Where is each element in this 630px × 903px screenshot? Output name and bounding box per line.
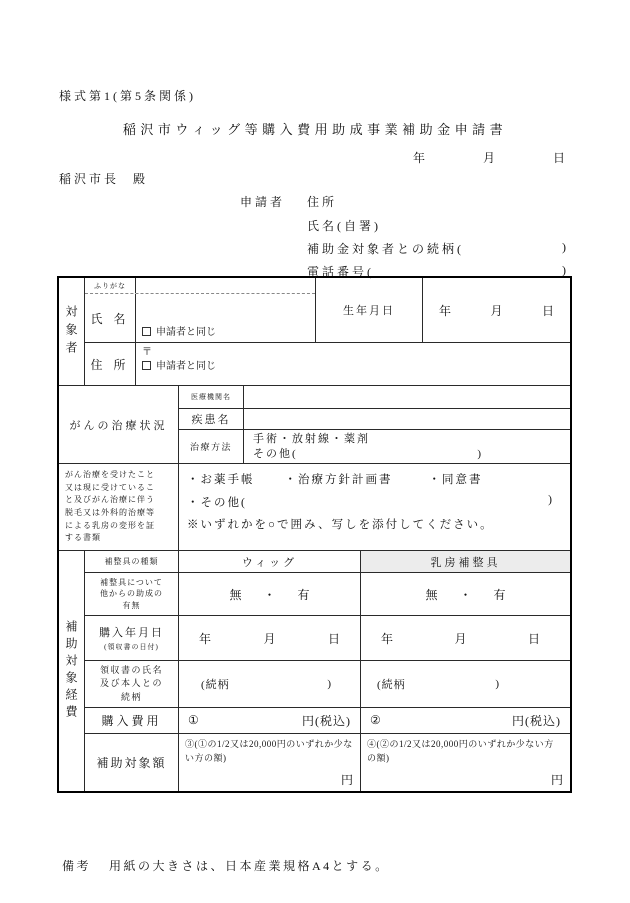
method-other-label: その他( [253, 447, 298, 460]
birthdate-label: 生年月日 [316, 278, 423, 342]
documents-row-header [59, 464, 179, 550]
name-same-checkbox-row[interactable] [142, 323, 216, 338]
month-label: 月 [263, 631, 276, 646]
wig-relation-field[interactable] [179, 661, 361, 707]
option-has[interactable]: 有 [493, 587, 506, 602]
cost-unit: 円(税込) [512, 714, 561, 728]
breast-cost-field[interactable] [361, 708, 570, 733]
applicant-address-label[interactable]: 住所 [307, 195, 338, 209]
day-label: 日 [327, 631, 340, 646]
page-title: 稲沢市ウィッグ等購入費用助成事業補助金申請書 [122, 122, 508, 137]
form-number: 様式第1(第5条関係) [59, 89, 196, 103]
applicant-name-label[interactable]: 氏名(自署) [307, 219, 381, 233]
method-label: 治療方法 [179, 430, 244, 463]
relation-open: (続柄 [377, 679, 406, 691]
disease-input-area[interactable] [244, 409, 570, 430]
applicant-relation-field[interactable] [307, 240, 569, 257]
addressee [59, 170, 148, 187]
breast-relation-field[interactable] [361, 661, 570, 707]
treatment-row-header: がんの治療状況 [59, 386, 179, 463]
cost-label: 購入費用 [85, 708, 179, 733]
relation-open: (続柄 [201, 679, 230, 691]
birthdate-input-area[interactable] [423, 278, 570, 342]
name-label: 氏 名 [85, 294, 136, 342]
furigana-row [85, 278, 315, 294]
amount-label: 補助対象額 [85, 734, 179, 791]
documents-header-line: がん治療を受けたこと [65, 470, 155, 479]
cost-number-1: ① [188, 713, 200, 727]
option-separator: ・ [263, 587, 276, 602]
option-has[interactable]: 有 [297, 587, 310, 602]
doc-item-other-field[interactable] [187, 494, 560, 510]
day-label: 日 [527, 631, 540, 646]
relation-close: ) [327, 678, 332, 690]
documents-header-line: 脱毛又は外科的治療等 [65, 507, 155, 517]
checkbox-icon[interactable] [142, 327, 151, 336]
option-none[interactable]: 無 [229, 587, 242, 602]
wig-subsidy-choice[interactable] [179, 573, 361, 615]
year-label: 年 [381, 631, 394, 646]
amount-note-1: ③(①の1/2又は20,000円のいずれか少ない方の額) [185, 739, 353, 763]
column-header-breast-prosthesis: 乳房補整具 [361, 551, 570, 572]
doc-other-paren-close: ) [548, 494, 554, 506]
phone-paren-close: ) [562, 263, 569, 277]
cost-unit: 円(税込) [302, 714, 351, 728]
expense-section [59, 551, 570, 791]
remarks-label: 備考 [62, 859, 92, 873]
furigana-label: ふりがな [85, 278, 136, 293]
documents-header-line: と及びがん治療に伴う [65, 495, 155, 505]
yen-label: 円 [340, 773, 353, 787]
date-year-label: 年 [413, 151, 426, 165]
date-field[interactable] [413, 149, 565, 166]
amount-note-2: ④(②の1/2又は20,000円のいずれか少ない方の額) [367, 739, 554, 763]
doc-item-consent[interactable]: ・同意書 [428, 474, 483, 486]
documents-section [59, 464, 570, 551]
receipt-name-label [85, 661, 179, 707]
other-subsidy-label-line: 有無 [122, 600, 141, 610]
expense-row-header: 補助対象経費 [59, 551, 85, 791]
disease-label: 疾患名 [179, 409, 244, 430]
purchase-date-sublabel: (領収書の日付) [104, 643, 159, 651]
doc-other-label: ・その他( [187, 497, 247, 509]
birth-month-label: 月 [490, 303, 503, 318]
treatment-status-section [59, 386, 570, 464]
yen-label: 円 [550, 773, 563, 787]
name-same-label: 申請者と同じ [156, 327, 216, 338]
breast-amount-field[interactable] [361, 734, 570, 791]
documents-header-line: する書類 [65, 533, 101, 543]
remarks-text: 用紙の大きさは、日本産業規格A4とする。 [109, 859, 390, 873]
relation-close: ) [495, 678, 500, 690]
purchase-date-label [85, 616, 179, 660]
date-day-label: 日 [552, 151, 565, 165]
application-table [57, 276, 572, 793]
wig-purchase-date-field[interactable] [179, 616, 361, 660]
documents-note: ※いずれかを○で囲み、写しを添付してください。 [187, 519, 494, 531]
method-other-field[interactable] [253, 447, 483, 461]
furigana-input-area[interactable] [136, 278, 315, 293]
address-label: 住 所 [85, 343, 136, 385]
address-same-label: 申請者と同じ [156, 360, 216, 372]
option-separator: ・ [459, 587, 472, 602]
option-none[interactable]: 無 [425, 587, 438, 602]
applicant-label: 申請者 [240, 195, 286, 209]
target-person-row-header: 対象者 [59, 278, 85, 385]
year-label: 年 [199, 631, 212, 646]
relation-paren-close: ) [562, 240, 569, 254]
method-input-area [244, 430, 570, 463]
receipt-label-line: 続柄 [120, 691, 142, 702]
other-subsidy-label-line: 補整具について [100, 577, 163, 587]
relation-label: 補助金対象者との続柄( [307, 242, 464, 256]
birth-year-label: 年 [439, 303, 452, 318]
other-subsidy-label [85, 573, 179, 615]
birth-day-label: 日 [541, 303, 554, 318]
breast-purchase-date-field[interactable] [361, 616, 570, 660]
column-header-wig: ウィッグ [179, 551, 361, 572]
address-same-checkbox-row[interactable] [142, 361, 216, 372]
doc-item-medicine-notebook[interactable]: ・お薬手帳 [187, 474, 255, 486]
breast-subsidy-choice[interactable] [361, 573, 570, 615]
wig-cost-field[interactable] [179, 708, 361, 733]
wig-amount-field[interactable] [179, 734, 361, 791]
target-person-section [59, 278, 570, 386]
purchase-date-main-label: 購入年月日 [99, 627, 164, 639]
documents-header-line: 又は現に受けているこ [65, 482, 155, 492]
type-label: 補整具の種類 [85, 551, 179, 572]
address-input-area[interactable] [136, 343, 570, 385]
checkbox-icon[interactable] [142, 361, 151, 370]
method-other-paren-close: ) [477, 447, 483, 460]
month-label: 月 [454, 631, 467, 646]
receipt-label-line: 及び本人との [99, 678, 163, 689]
addressee-honorific: 殿 [133, 172, 149, 186]
phone-label: 電話番号( [307, 265, 374, 279]
cost-number-2: ② [370, 713, 382, 727]
name-input-area[interactable] [136, 294, 315, 342]
remarks [62, 857, 390, 874]
receipt-label-line: 領収書の氏名 [99, 664, 163, 675]
date-month-label: 月 [482, 151, 495, 165]
addressee-city: 稲沢市長 [59, 172, 120, 186]
postal-mark: 〒 [142, 347, 152, 358]
doc-item-treatment-plan[interactable]: ・治療方針計画書 [284, 474, 393, 486]
other-subsidy-label-line: 他からの助成の [100, 589, 163, 599]
documents-header-line: による乳房の変形を証 [65, 520, 155, 530]
institution-label: 医療機関名 [179, 386, 244, 408]
institution-input-area[interactable] [244, 386, 570, 408]
method-options[interactable]: 手術・放射線・薬剤 [253, 433, 370, 446]
